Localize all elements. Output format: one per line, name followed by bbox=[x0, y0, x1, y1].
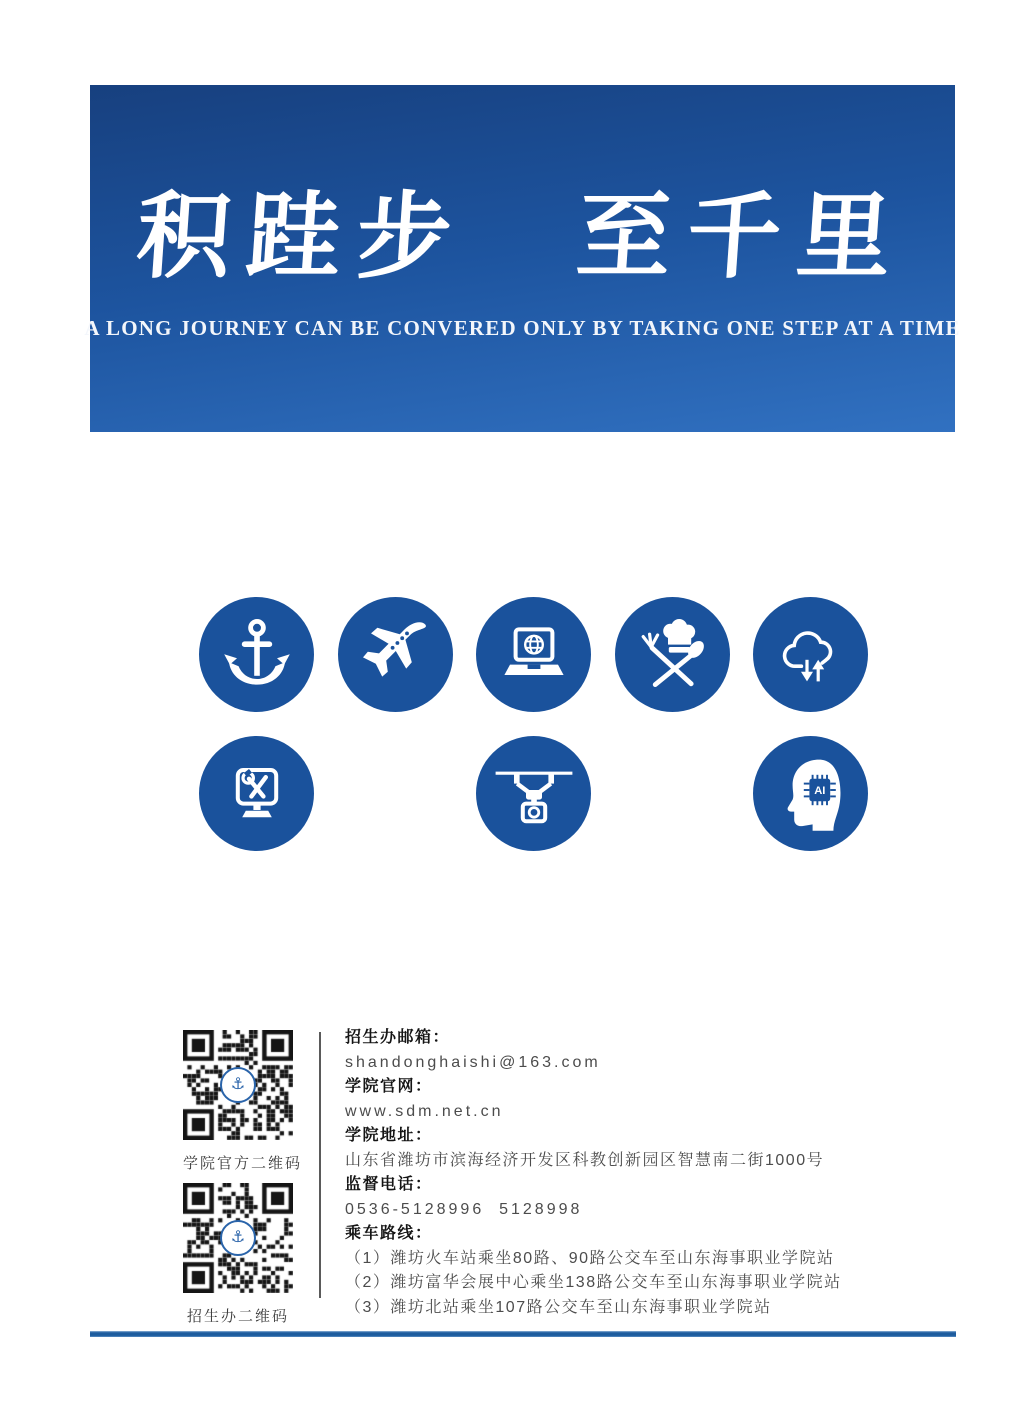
badge-culinary bbox=[615, 597, 730, 712]
badge-maritime bbox=[199, 597, 314, 712]
bus-routes-label: 乘车路线： bbox=[345, 1225, 433, 1242]
official-qr-caption: 学院官方二维码 bbox=[183, 1155, 303, 1172]
bottom-rule bbox=[90, 1331, 956, 1337]
phone-label: 监督电话： bbox=[345, 1176, 433, 1193]
badge-cloud-computing bbox=[753, 597, 868, 712]
banner-english-subtitle: A LONG JOURNEY CAN BE CONVERED ONLY BY TAKING ONE STEP AT A TIME bbox=[84, 315, 961, 340]
laptop-globe-icon bbox=[494, 615, 574, 695]
badge-internet bbox=[476, 597, 591, 712]
website-label: 学院官网： bbox=[345, 1078, 433, 1095]
qr-column bbox=[183, 1030, 303, 1336]
vertical-divider bbox=[319, 1032, 321, 1298]
badge-aviation bbox=[338, 597, 453, 712]
badge-drone bbox=[476, 736, 591, 851]
chef-hat-fork-spoon-icon bbox=[632, 615, 712, 695]
bus-route-2: （2）潍坊富华会展中心乘坐138路公交车至山东海事职业学院站 bbox=[345, 1274, 842, 1291]
anchor-crest-icon: ⚓ bbox=[230, 1076, 246, 1093]
contact-info bbox=[345, 1026, 965, 1320]
bus-route-1: （1）潍坊火车站乘坐80路、90路公交车至山东海事职业学院站 bbox=[345, 1249, 835, 1267]
phone-value: 0536-5128996 5128998 bbox=[345, 1200, 583, 1218]
banner-calligraphy-title: 积跬步 至千里 bbox=[133, 183, 912, 293]
program-icon-grid bbox=[199, 597, 868, 851]
airplane-icon bbox=[355, 615, 435, 695]
email-value: shandonghaishi@163.com bbox=[345, 1053, 601, 1071]
computer-repair-icon bbox=[217, 754, 297, 834]
address-label: 学院地址： bbox=[345, 1127, 433, 1144]
website-value: www.sdm.net.cn bbox=[345, 1102, 504, 1120]
badge-artificial-intelligence bbox=[753, 736, 868, 851]
bus-route-3: （3）潍坊北站乘坐107路公交车至山东海事职业学院站 bbox=[345, 1298, 772, 1316]
admissions-qr-code bbox=[183, 1183, 293, 1293]
drone-icon bbox=[494, 754, 574, 834]
email-label: 招生办邮箱： bbox=[345, 1029, 451, 1046]
badge-computer-repair bbox=[199, 736, 314, 851]
school-crest-logo bbox=[220, 1067, 256, 1103]
ai-chip-label: AI bbox=[813, 784, 825, 797]
anchor-icon bbox=[217, 615, 297, 695]
school-crest-logo bbox=[220, 1220, 256, 1256]
banner bbox=[84, 85, 961, 432]
cloud-transfer-icon bbox=[771, 615, 851, 695]
official-qr-code bbox=[183, 1030, 293, 1140]
ai-head-icon bbox=[771, 754, 851, 834]
anchor-crest-icon: ⚓ bbox=[230, 1229, 246, 1246]
address-value: 山东省潍坊市滨海经济开发区科教创新园区智慧南二街1000号 bbox=[345, 1151, 825, 1169]
admissions-qr-caption: 招生办二维码 bbox=[186, 1308, 289, 1325]
